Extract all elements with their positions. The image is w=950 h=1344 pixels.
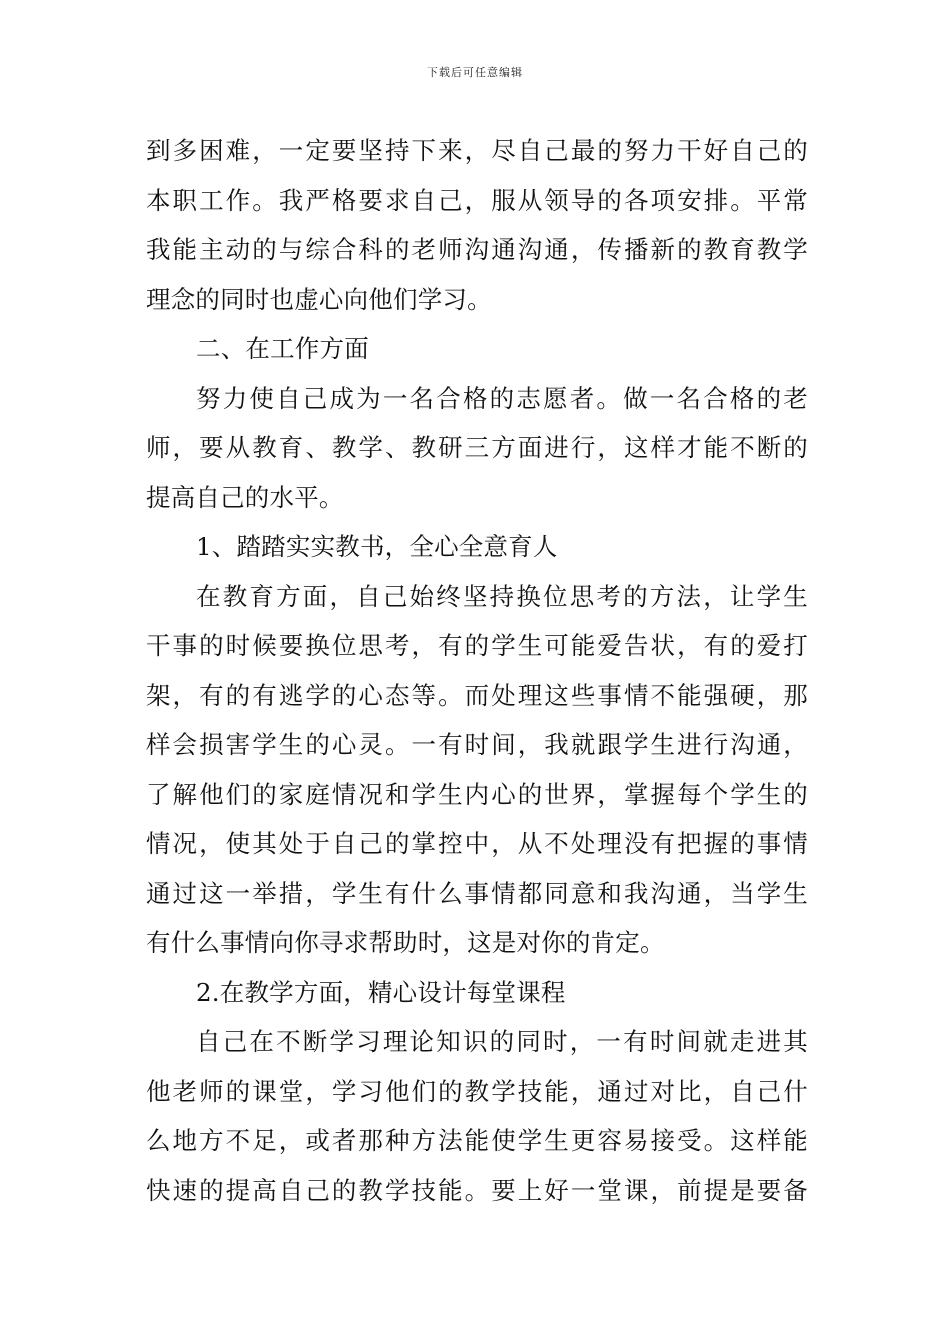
text-line: 他老师的课堂，学习他们的教学技能，通过对比，自己什 <box>146 1076 808 1106</box>
text-line: 本职工作。我严格要求自己，服从领导的各项安排。平常 <box>146 185 808 215</box>
text-line: 师，要从教育、教学、教研三方面进行，这样才能不断的 <box>146 433 808 462</box>
text-line: 努力使自己成为一名合格的志愿者。做一名合格的老 <box>196 383 808 413</box>
text-line: 理念的同时也虚心向他们学习。 <box>146 284 492 314</box>
subsection-heading: 2.在教学方面，精心设计每堂课程 <box>196 977 566 1007</box>
subsection-heading: 1、踏踏实实教书，全心全意育人 <box>196 532 558 561</box>
text-line: 提高自己的水平。 <box>146 482 344 512</box>
text-line: 架，有的有逃学的心态等。而处理这些事情不能强硬，那 <box>146 680 808 710</box>
text-line: 了解他们的家庭情况和学生内心的世界，掌握每个学生的 <box>146 779 808 809</box>
text-line: 在教育方面，自己始终坚持换位思考的方法，让学生 <box>196 581 808 611</box>
text-line: 么地方不足，或者那种方法能使学生更容易接受。这样能 <box>146 1126 808 1155</box>
header-note: 下载后可任意编辑 <box>427 66 523 79</box>
document-body <box>146 126 808 1215</box>
text-line: 情况，使其处于自己的掌控中，从不处理没有把握的事情 <box>146 829 808 858</box>
text-line: 干事的时候要换位思考，有的学生可能爱告状，有的爱打 <box>146 631 808 660</box>
text-line: 到多困难，一定要坚持下来，尽自己最的努力干好自己的 <box>146 136 808 165</box>
text-line: 快速的提高自己的教学技能。要上好一堂课，前提是要备 <box>146 1175 808 1205</box>
text-line: 有什么事情向你寻求帮助时，这是对你的肯定。 <box>146 928 665 957</box>
section-heading: 二、在工作方面 <box>196 334 369 363</box>
text-line: 样会损害学生的心灵。一有时间，我就跟学生进行沟通， <box>146 730 808 759</box>
text-line: 我能主动的与综合科的老师沟通沟通，传播新的教育教学 <box>146 235 808 264</box>
text-line: 通过这一举措，学生有什么事情都同意和我沟通，当学生 <box>146 878 808 908</box>
text-line: 自己在不断学习理论知识的同时，一有时间就走进其 <box>196 1027 808 1056</box>
